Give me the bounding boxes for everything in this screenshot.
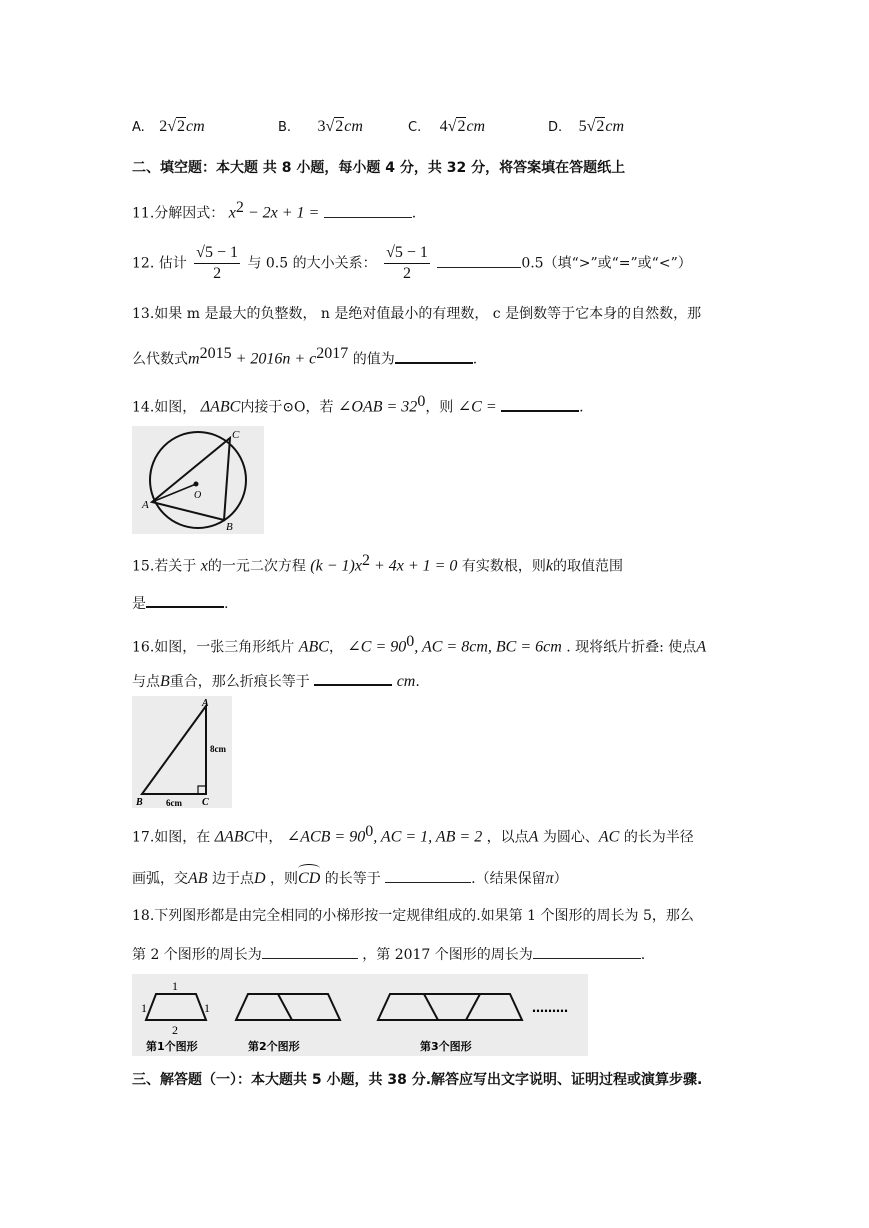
label-side-ac: 8cm — [210, 744, 226, 754]
answer-blank-11[interactable] — [324, 203, 412, 218]
question-14: 14.如图， ΔABC内接于⊙O，若 ∠OAB = $32^0$，则 ∠C = . — [132, 393, 584, 416]
circle-figure-14 — [132, 426, 264, 534]
label-side-bc: 6cm — [166, 798, 182, 808]
section3-heading: 三、解答题（一）：本大题共 5 小题，共 38 分.解答应写出文字说明、证明过程或演算步骤. — [132, 1072, 703, 1088]
label-left: 1 — [141, 1001, 147, 1015]
center-point-o — [194, 482, 199, 487]
continuation-dots: ……… — [532, 1001, 568, 1015]
label-top: 1 — [172, 979, 178, 993]
question-17-line1: 17.如图，在 ΔABC中， ∠ACB = $90^0$, AC = 1, AB = 2 ，以点A 为圆心、AC 的长为半径 — [132, 823, 694, 846]
question-15-line2: 是 . — [132, 592, 228, 614]
label-a: A — [202, 698, 209, 709]
answer-blank-12[interactable] — [437, 253, 521, 268]
question-18-line2: 第 2 个图形的周长为 ，第 2017 个图形的周长为 . — [132, 944, 645, 965]
question-16-line2: 与点B重合，那么折痕长等于 cm. — [132, 670, 420, 692]
label-bottom: 2 — [172, 1023, 178, 1037]
question-13-line2: 么代数式$m^{2015} + 2016n + c^{2017}$ 的值为 . — [132, 345, 478, 368]
question-11: 11.分解因式： $x^2 - 2x + 1$ = . — [132, 199, 417, 222]
answer-blank-17[interactable] — [385, 868, 471, 883]
label-c: C — [232, 429, 240, 441]
option-c: C. 4√2cm — [408, 118, 486, 135]
question-16-line1: 16.如图，一张三角形纸片 ABC， ∠C = $90^0$, AC = 8cm, BC = 6cm . 现将纸片折叠: 使点A — [132, 633, 707, 656]
answer-blank-18b[interactable] — [533, 944, 641, 959]
arc-cd: CD — [298, 870, 320, 887]
section2-heading: 二、填空题：本大题 共 8 小题，每小题 4 分，共 32 分，将答案填在答题纸上 — [132, 160, 626, 176]
caption-figure-3: 第3个图形 — [420, 1040, 472, 1053]
fraction-12b: $\frac{√5 - 1}{2}$ — [386, 244, 428, 282]
label-a: A — [142, 499, 149, 511]
trapezoid-figure-18 — [132, 974, 588, 1056]
fraction-12a: $\frac{√5 - 1}{2}$ — [196, 244, 238, 282]
label-right: 1 — [204, 1001, 210, 1015]
label-b: B — [226, 521, 233, 533]
answer-blank-14[interactable] — [501, 396, 579, 412]
answer-blank-18a[interactable] — [262, 944, 358, 959]
label-o: O — [194, 490, 202, 501]
answer-blank-16[interactable] — [314, 670, 392, 686]
question-13-line1: 13.如果 m 是最大的负整数， n 是绝对值最小的有理数， c 是倒数等于它本身的自然数，那 — [132, 306, 702, 322]
question-12: 12. 估计 $\frac{√5 - 1}{2}$ 与 0.5 的大小关系： $\frac{√5 - 1}{2}$ 0.5（填“>”或“=”或“<”） — [132, 244, 692, 282]
option-b: B. 3√2cm — [278, 118, 363, 135]
label-c: C — [202, 797, 209, 808]
question-15-line1: 15.若关于 x的一元二次方程 $(k - 1)x^2 + 4x + 1 = 0$ 有实数根，则k的取值范围 — [132, 552, 623, 575]
question-18-line1: 18.下列图形都是由完全相同的小梯形按一定规律组成的.如果第 1 个图形的周长为 5，那么 — [132, 908, 694, 924]
answer-blank-13[interactable] — [395, 348, 473, 364]
arc-mark — [298, 864, 320, 873]
option-a: A. 2√2cm — [132, 118, 205, 135]
option-d: D. 5√2cm — [548, 118, 625, 135]
caption-figure-1: 第1个图形 — [146, 1040, 198, 1053]
triangle-figure-16 — [132, 696, 232, 808]
answer-blank-15[interactable] — [146, 592, 224, 608]
figure-background — [132, 426, 264, 534]
label-b: B — [136, 797, 143, 808]
caption-figure-2: 第2个图形 — [248, 1040, 300, 1053]
question-17-line2: 画弧，交AB 边于点D ，则 CD 的长等于 .（结果保留π） — [132, 868, 568, 889]
